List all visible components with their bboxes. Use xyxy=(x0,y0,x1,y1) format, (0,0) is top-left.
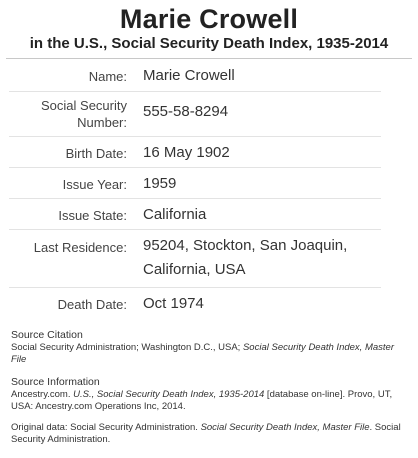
field-label: Issue Year: xyxy=(62,176,127,192)
field-value: Marie Crowell xyxy=(143,67,235,84)
table-row xyxy=(9,229,381,287)
field-value: 1959 xyxy=(143,174,177,192)
original-data-part3: . Social Security Administration. xyxy=(11,422,401,445)
record-header xyxy=(0,0,418,53)
field-value: 555-58-8294 xyxy=(143,102,229,120)
field-label: Death Date: xyxy=(57,296,127,312)
table-row xyxy=(9,62,381,91)
table-row xyxy=(9,167,381,198)
table-row xyxy=(9,287,381,318)
field-label: Birth Date: xyxy=(65,145,127,161)
source-citation xyxy=(11,329,411,366)
source-citation-text xyxy=(11,342,411,366)
original-data-part1: Original data: Social Security Administration. xyxy=(11,422,201,433)
field-label: Issue State: xyxy=(58,207,127,223)
header-divider xyxy=(6,58,412,59)
collection-subtitle: in the U.S., Social Security Death Index, 1935-2014 xyxy=(29,35,389,52)
field-value: Oct 1974 xyxy=(143,294,204,312)
field-value: 95204, Stockton, San Joaquin, California, USA xyxy=(143,236,348,278)
field-label: Last Residence: xyxy=(33,239,127,255)
source-information-text xyxy=(11,389,411,413)
source-information-part3: [database on-line]. Provo, UT, USA: Ancestry.com Operations Inc, 2014. xyxy=(11,389,393,412)
source-citation-plain: Social Security Administration; Washington D.C., USA; xyxy=(11,342,243,353)
record-table xyxy=(9,62,381,318)
table-row xyxy=(9,136,381,167)
original-data-title: Social Security Death Index, Master File xyxy=(200,422,370,433)
original-data xyxy=(11,422,411,446)
field-label: Name: xyxy=(88,69,127,84)
field-value: California xyxy=(143,205,207,223)
source-citation-heading: Source Citation xyxy=(11,329,83,341)
table-row xyxy=(9,91,381,136)
source-citation-italic: Social Security Death Index, Master File xyxy=(11,342,394,365)
source-information-heading: Source Information xyxy=(11,376,100,388)
table-row xyxy=(9,198,381,229)
source-information-title: U.S., Social Security Death Index, 1935-2014 xyxy=(73,389,265,400)
field-value: 16 May 1902 xyxy=(143,143,230,161)
source-information-part1: Ancestry.com. xyxy=(11,389,74,400)
source-information xyxy=(11,376,411,413)
page-title: Marie Crowell xyxy=(119,4,299,34)
field-label: Social Security Number: xyxy=(41,97,127,130)
